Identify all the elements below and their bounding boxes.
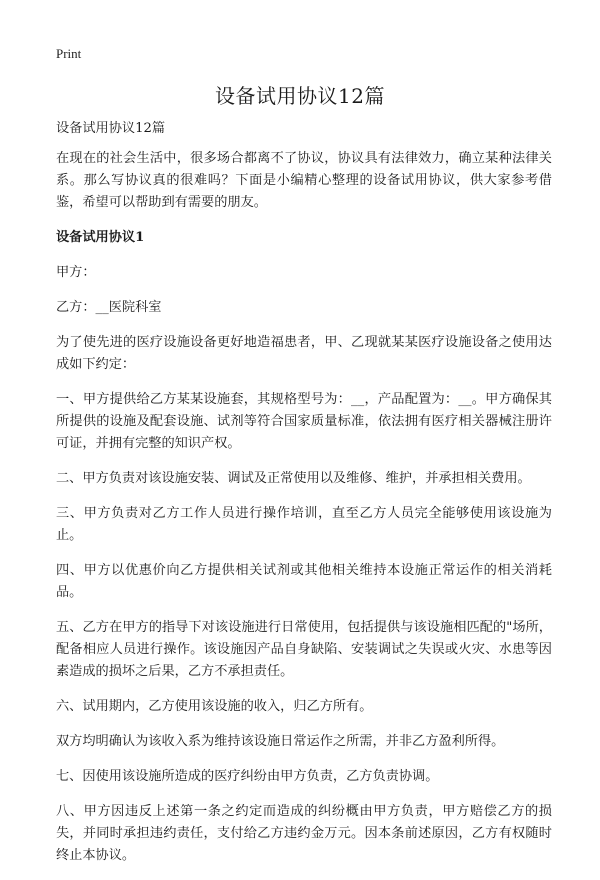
clause-3: 三、甲方负责对乙方工作人员进行操作培训，直至乙方人员完全能够使用该设施为止。	[56, 506, 552, 543]
party-b-line: 乙方：__医院科室	[56, 300, 162, 315]
page-title: 设备试用协议12篇	[215, 84, 385, 108]
section-heading: 设备试用协议1	[56, 230, 145, 245]
clause-4: 四、甲方以优惠价向乙方提供相关试剂或其他相关维持本设施正常运作的相关消耗品。	[56, 563, 552, 600]
clause-1: 一、甲方提供给乙方某某设施套，其规格型号为：__，产品配置为：__。甲方确保其所提供的设施及配套设施、试剂等符合国家质量标准，依法拥有医疗相关器械注册许可证，并拥有完整的知识产权。	[56, 392, 552, 451]
clause-8: 八、甲方因违反上述第一条之约定而造成的纠纷概由甲方负责，甲方赔偿乙方的损失，并同时承担违约责任，支付给乙方违约金万元。因本条前述原因，乙方有权随时终止本协议。	[56, 804, 552, 863]
document-body	[56, 118, 552, 880]
party-a-line: 甲方：	[56, 265, 96, 280]
document-subtitle: 设备试用协议12篇	[56, 121, 166, 136]
preamble-paragraph: 为了使先进的医疗设施设备更好地造福患者，甲、乙现就某某医疗设施设备之使用达成如下约定：	[56, 335, 552, 372]
clause-6: 六、试用期内，乙方使用该设施的收入，归乙方所有。	[56, 699, 373, 714]
clause-5: 五、乙方在甲方的指导下对该设施进行日常使用，包括提供与该设施相匹配的"场所，配备相应人员进行操作。该设施因产品自身缺陷、安装调试之失误或火灾、水患等因素造成的损坏之后果，乙方不承担责任。	[56, 620, 552, 679]
confirmation-paragraph: 双方均明确认为该收入系为维持该设施日常运作之所需，并非乙方盈利所得。	[56, 734, 505, 749]
clause-2: 二、甲方负责对该设施安装、调试及正常使用以及维修、维护，并承担相关费用。	[56, 471, 531, 486]
intro-paragraph: 在现在的社会生活中，很多场合都离不了协议，协议具有法律效力，确立某种法律关系。那么写协议真的很难吗？下面是小编精心整理的设备试用协议，供大家参考借鉴，希望可以帮助到有需要的朋友。	[56, 151, 552, 210]
print-link[interactable]: Print	[56, 46, 82, 61]
clause-7: 七、因使用该设施所造成的医疗纠纷由甲方负责，乙方负责协调。	[56, 769, 439, 784]
